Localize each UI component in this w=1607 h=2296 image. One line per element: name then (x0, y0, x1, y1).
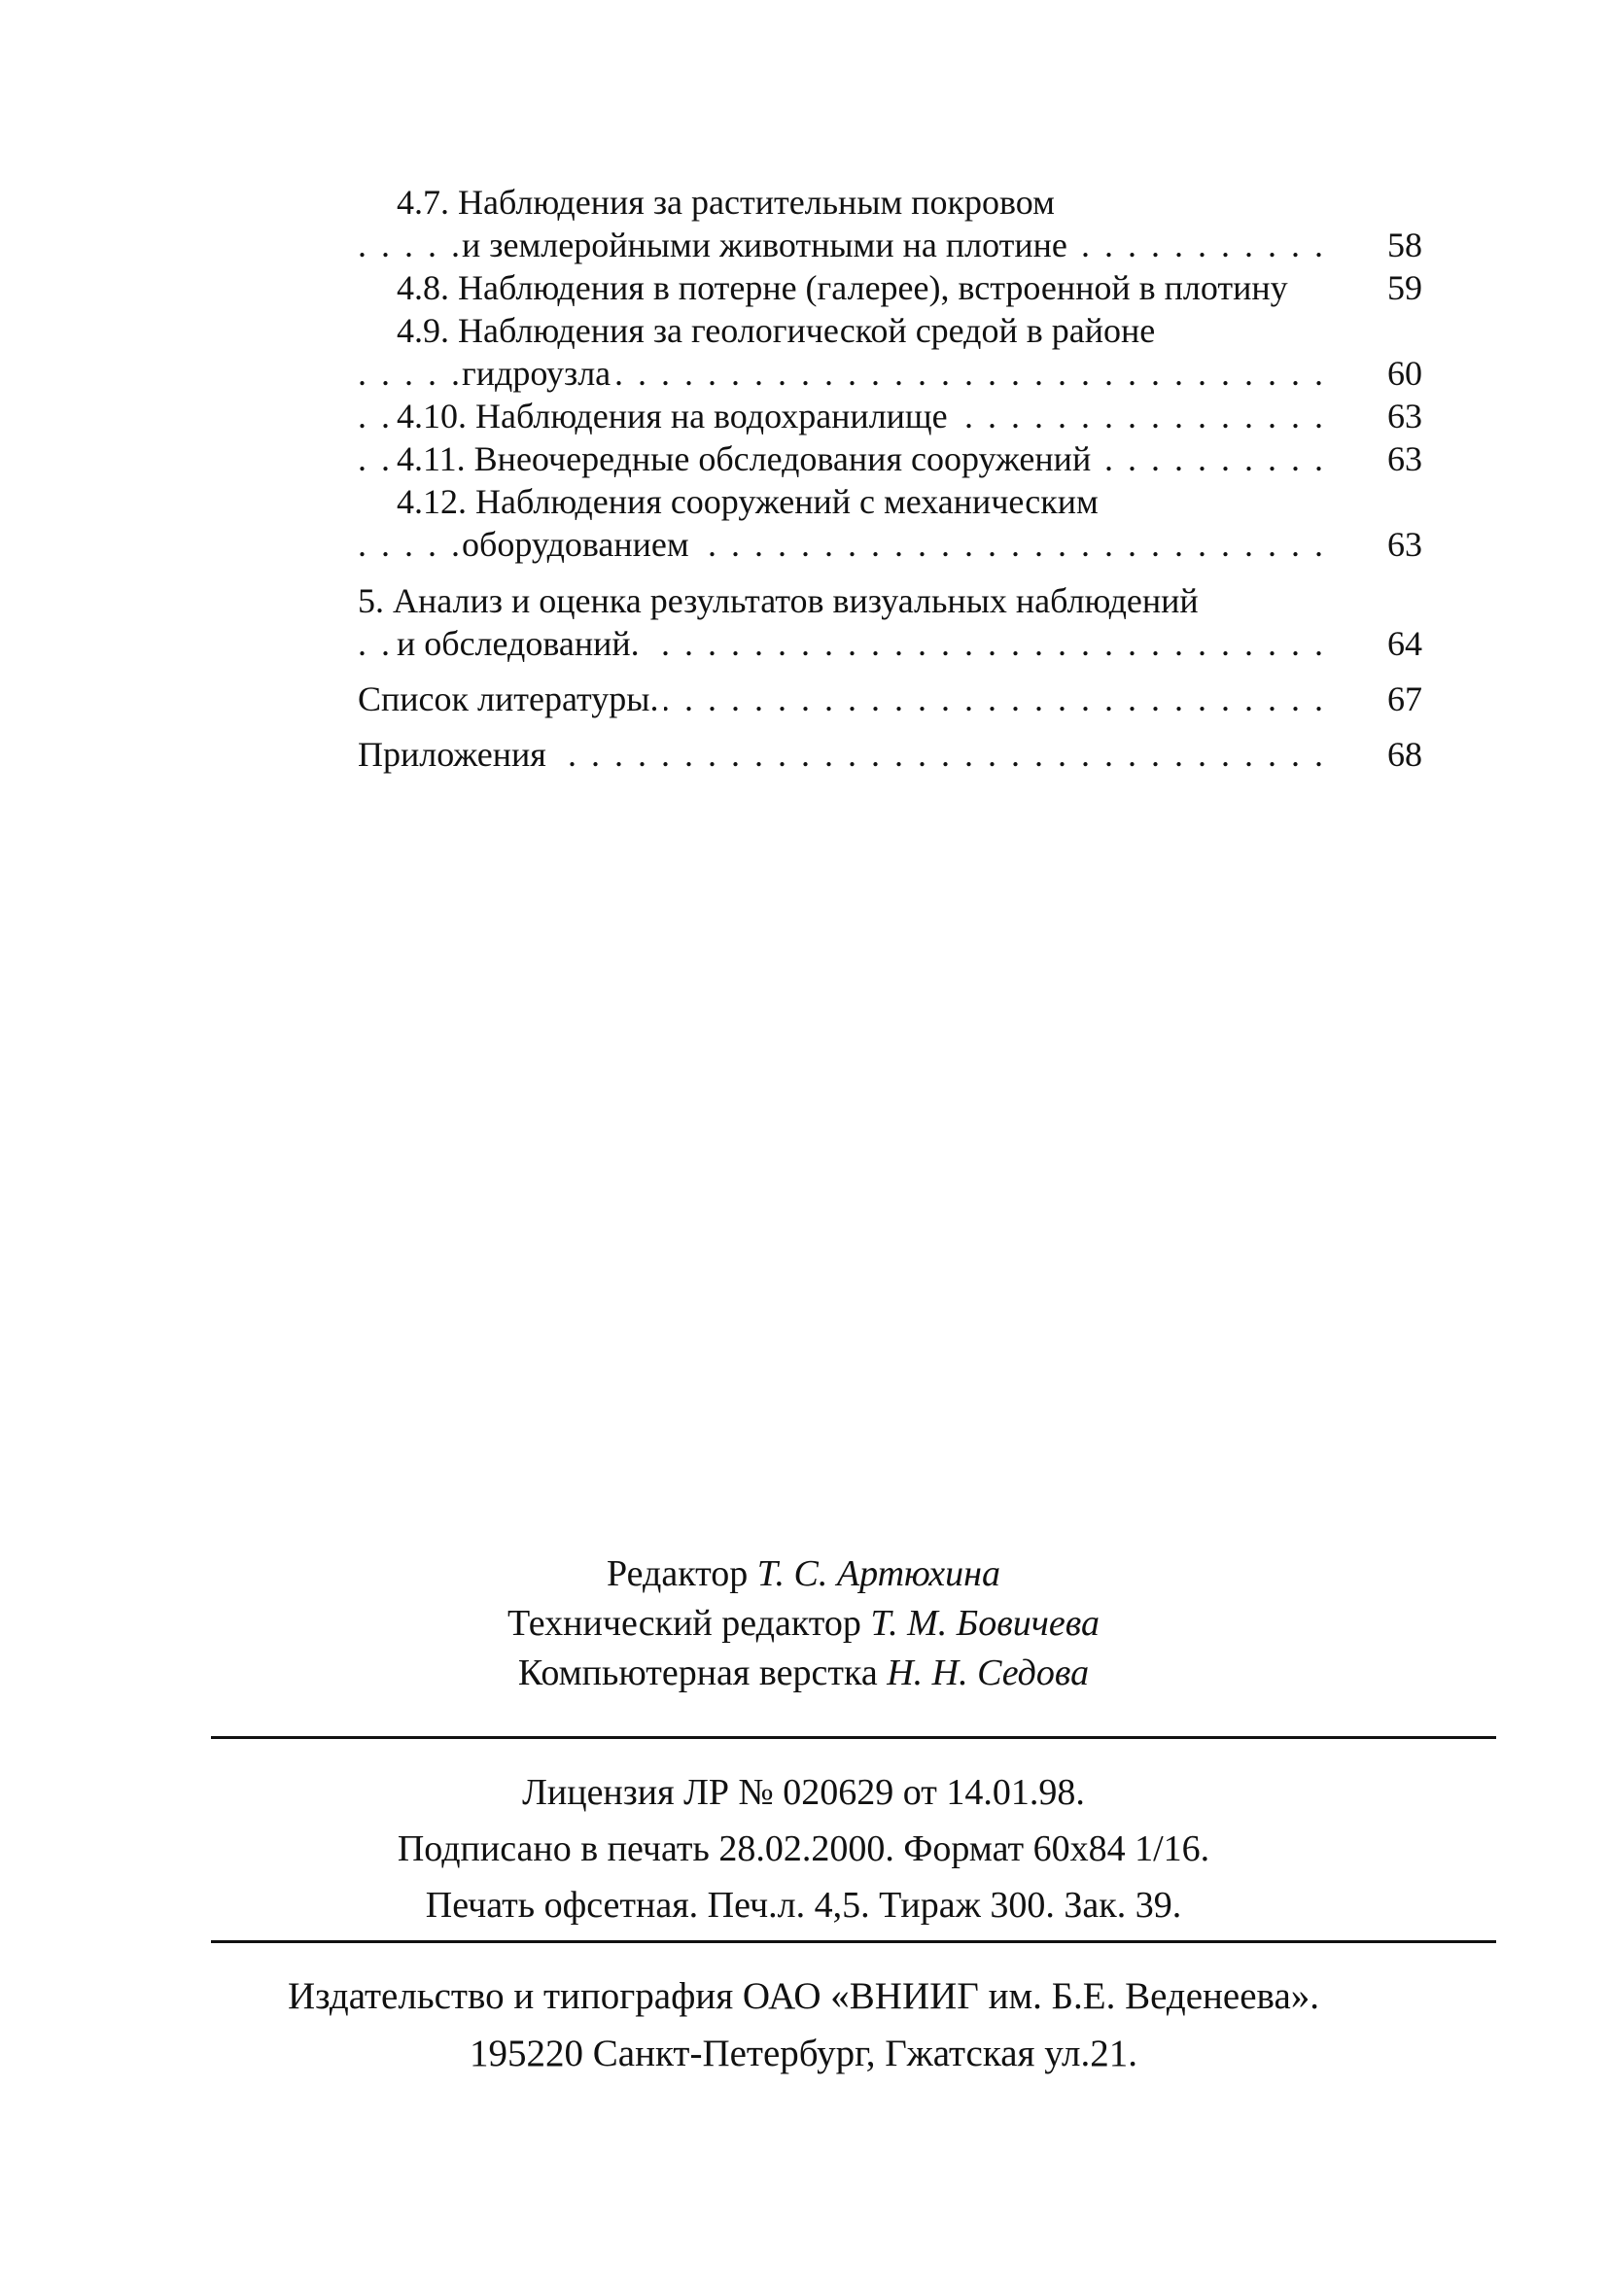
toc-title: . . . Приложения (358, 733, 552, 776)
toc-number: 4.10. (397, 397, 467, 435)
credit-role: Компьютерная верстка (517, 1652, 878, 1693)
imprint-block (0, 1764, 1607, 1933)
toc-title: Наблюдения в потерне (галерее), встроенной в плотину (458, 268, 1288, 307)
credit-layout (0, 1649, 1607, 1698)
toc-entry-appendices (358, 733, 1422, 776)
toc-page: 67 (1364, 678, 1422, 720)
spacer (358, 566, 1422, 579)
imprint-print: Печать офсетная. Печ.л. 4,5. Тираж 300. Зак. 39. (425, 1885, 1182, 1926)
credit-name: Т. М. Бовичева (870, 1603, 1100, 1644)
toc-entry-4-7-cont (358, 224, 1422, 266)
toc-title: Наблюдения за геологической средой в районе (458, 311, 1156, 350)
toc-entry-4-9-cont (358, 352, 1422, 395)
credit-name: Н. Н. Седова (887, 1652, 1090, 1693)
toc-number: 4.9. (397, 311, 449, 350)
spacer (358, 720, 1422, 733)
toc-title: . . . Список литературы. (358, 678, 664, 720)
toc-title: Анализ и оценка результатов визуальных наблюдений (393, 581, 1199, 620)
toc-title: . . . и обследований. (397, 622, 646, 665)
table-of-contents (358, 181, 1422, 776)
publisher-address: 195220 Санкт-Петербург, Гжатская ул.21. (470, 2033, 1137, 2074)
toc-page: 59 (1364, 266, 1422, 309)
credit-editor (0, 1549, 1607, 1599)
publisher-block (0, 1967, 1607, 2082)
divider-top (211, 1736, 1496, 1739)
toc-title: Внеочередные обследования сооружений (473, 439, 1092, 478)
toc-page: 64 (1364, 622, 1422, 665)
toc-entry-4-8 (358, 266, 1422, 309)
toc-entry-5 (358, 579, 1422, 622)
credit-role: Технический редактор (507, 1603, 861, 1644)
imprint-signed: Подписано в печать 28.02.2000. Формат 60х84 1/16. (397, 1828, 1210, 1869)
toc-entry-5-cont (358, 622, 1422, 665)
toc-entry-4-7 (358, 181, 1422, 224)
publisher-name: Издательство и типография ОАО «ВНИИГ им. Б.Е. Веденеева». (288, 1975, 1319, 2017)
toc-title: . . . гидроузла (462, 352, 616, 395)
toc-number: 4.11. (397, 439, 466, 478)
credits-block (0, 1549, 1607, 1698)
spacer (358, 665, 1422, 678)
toc-page: 63 (1364, 395, 1422, 437)
toc-page: 58 (1364, 224, 1422, 266)
toc-page: 68 (1364, 733, 1422, 776)
toc-number: 4.7. (397, 183, 449, 222)
toc-number: 4.12. (397, 482, 467, 521)
toc-title: . . . и землеройными животными на плотине (462, 224, 1073, 266)
toc-title: Наблюдения за растительным покровом (458, 183, 1055, 222)
toc-title: Наблюдения сооружений с механическим (475, 482, 1099, 521)
toc-entry-4-11 (358, 437, 1422, 480)
credit-tech-editor (0, 1599, 1607, 1649)
toc-page: 63 (1364, 437, 1422, 480)
toc-entry-references (358, 678, 1422, 720)
credit-role: Редактор (607, 1553, 749, 1594)
imprint-license: Лицензия ЛР № 020629 от 14.01.98. (522, 1772, 1085, 1813)
toc-title: . . . оборудованием (462, 523, 695, 566)
toc-number: 5. (358, 581, 384, 620)
toc-entry-4-9 (358, 309, 1422, 352)
divider-bottom (211, 1940, 1496, 1943)
toc-entry-4-12-cont (358, 523, 1422, 566)
toc-entry-4-12 (358, 480, 1422, 523)
toc-entry-4-10 (358, 395, 1422, 437)
toc-title: Наблюдения на водохранилище (475, 397, 948, 435)
credit-name: Т. С. Артюхина (756, 1553, 1000, 1594)
toc-page: 63 (1364, 523, 1422, 566)
toc-number: 4.8. (397, 268, 449, 307)
toc-page: 60 (1364, 352, 1422, 395)
